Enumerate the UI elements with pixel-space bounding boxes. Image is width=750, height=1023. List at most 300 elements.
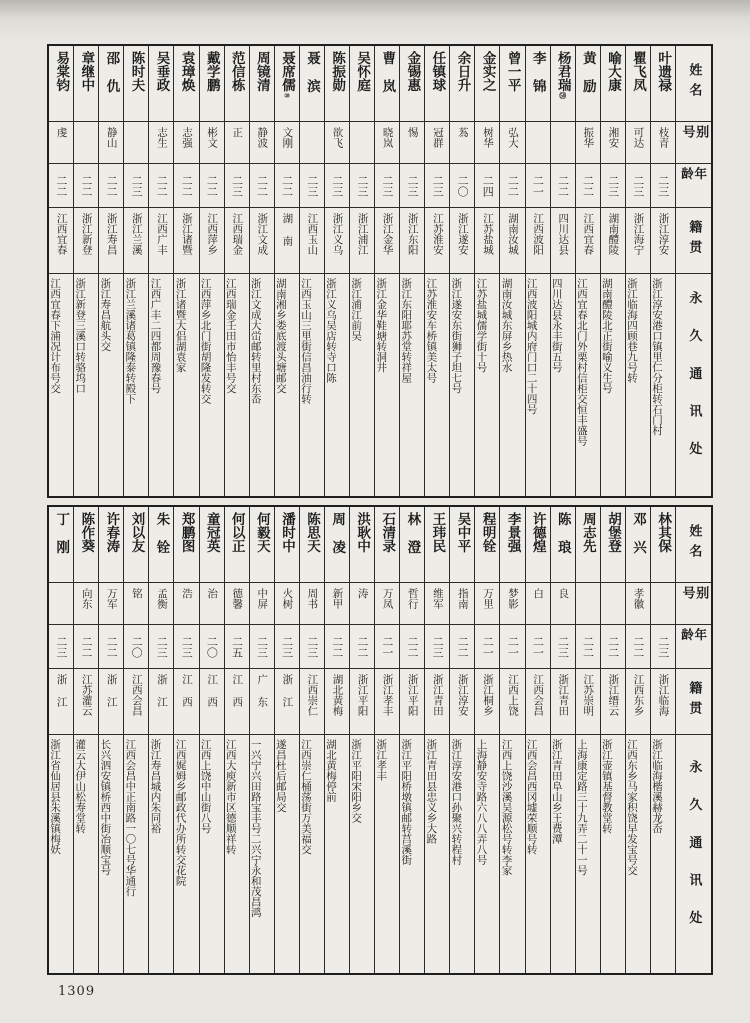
directory-table-top <box>47 44 713 498</box>
native-place-cell: 江西上饶 <box>500 669 524 735</box>
address-cell: 江西娓姆乡邮政代办所转交花院 <box>174 739 187 886</box>
address-cell: 浙江新登三溪口转骆坞口 <box>74 278 87 394</box>
age-cell: 二三 <box>325 164 349 208</box>
entry-column <box>274 46 299 496</box>
alias-cell: 正 <box>225 122 249 164</box>
entry-column <box>173 46 198 496</box>
native-place-cell: 江西广丰 <box>149 208 173 274</box>
age-cell: 二二 <box>149 164 173 208</box>
age-cell: 二二 <box>500 164 524 208</box>
address-cell: 浙江兰溪诸葛镇隆泰转殿下 <box>124 278 137 404</box>
address-cell: 浙江临海四顾巷九号转 <box>625 278 638 383</box>
alias-cell: 惕 <box>400 122 424 164</box>
native-place-cell: 江苏盐城 <box>475 208 499 274</box>
alias-cell: 良 <box>551 583 575 625</box>
address-cell: 江西上饶中山街八号 <box>199 739 212 834</box>
directory-table-bottom <box>47 505 713 975</box>
age-cell: 二〇 <box>200 625 224 669</box>
name-cell: 吴垂政 <box>149 46 173 122</box>
native-place-cell: 浙江青田 <box>425 669 449 735</box>
alias-cell: 万凤 <box>375 583 399 625</box>
address-cell: 浙江临海楷溪赫龙岙 <box>651 739 664 834</box>
address-cell: 江西会昌中正南路一〇七号华通行 <box>124 739 137 897</box>
entry-column <box>600 507 625 973</box>
alias-cell: 志生 <box>149 122 173 164</box>
alias-cell <box>651 583 675 625</box>
age-cell: 二三 <box>425 164 449 208</box>
native-place-cell: 江西宜春 <box>49 208 73 274</box>
age-cell: 二一 <box>500 625 524 669</box>
name-cell: 王玮民 <box>425 507 449 583</box>
entry-column <box>299 46 324 496</box>
age-cell: 二三 <box>400 164 424 208</box>
native-place-cell: 浙江桐乡 <box>475 669 499 735</box>
age-cell: 二三 <box>651 625 675 669</box>
entry-column <box>73 507 98 973</box>
native-place-cell: 江西波阳 <box>526 208 550 274</box>
address-cell: 灌云大伊山松寿堂转 <box>74 739 87 834</box>
native-place-cell: 浙江 <box>149 669 173 735</box>
name-cell: 范信栋 <box>225 46 249 122</box>
entry-column <box>424 46 449 496</box>
native-place-cell: 浙江淳安 <box>450 669 474 735</box>
alias-cell: 涛 <box>350 583 374 625</box>
native-place-cell: 江西 <box>225 669 249 735</box>
header-alias: 别号 <box>676 122 711 164</box>
entry-column <box>449 507 474 973</box>
address-cell: 浙江浦江前吴 <box>350 278 363 341</box>
native-place-cell: 湖南汝城 <box>500 208 524 274</box>
header-age: 年龄 <box>676 164 711 208</box>
native-place-cell: 浙江遂安 <box>450 208 474 274</box>
alias-cell: 白 <box>526 583 550 625</box>
name-cell: 童冠英 <box>200 507 224 583</box>
native-place-cell: 浙江平阳 <box>350 669 374 735</box>
name-cell: 丁刚 <box>49 507 73 583</box>
name-cell: 余日升 <box>450 46 474 122</box>
name-cell: 瞿飞凤 <box>626 46 650 122</box>
native-place-cell: 浙江 <box>99 669 123 735</box>
age-cell: 二一 <box>526 164 550 208</box>
alias-cell: 文刚 <box>275 122 299 164</box>
native-place-cell: 浙江缙云 <box>601 669 625 735</box>
name-cell: 陈思天 <box>300 507 324 583</box>
age-cell: 二五 <box>225 625 249 669</box>
age-cell: 二二 <box>400 625 424 669</box>
address-cell: 湖南汝城东屏乡热水 <box>500 278 513 373</box>
entry-column <box>123 507 148 973</box>
address-cell: 江苏盐城儒学街十号 <box>475 278 488 373</box>
alias-cell: 周书 <box>300 583 324 625</box>
address-cell: 江西会昌西冈墟荣顺号转 <box>525 739 538 855</box>
alias-cell: 晓岚 <box>375 122 399 164</box>
name-cell: 邵仇 <box>99 46 123 122</box>
entry-column <box>148 46 173 496</box>
age-cell: 二二 <box>200 164 224 208</box>
alias-cell: 火树 <box>275 583 299 625</box>
native-place-cell: 湖南醴陵 <box>601 208 625 274</box>
alias-cell: 弘大 <box>500 122 524 164</box>
native-place-cell: 湖南 <box>275 208 299 274</box>
address-cell: 江西玉山三里街信昌油行转 <box>299 278 312 404</box>
address-cell: 上海静安寺路六八八弄八号 <box>475 739 488 865</box>
alias-cell: 孝徽 <box>626 583 650 625</box>
name-cell: 金锡惠 <box>400 46 424 122</box>
alias-cell: 树华 <box>475 122 499 164</box>
entry-column <box>148 507 173 973</box>
address-cell: 一兴宁兴田路宝丰号二兴宁永和茂昌鸿 <box>249 739 262 918</box>
name-cell: 叶遗禄 <box>651 46 675 122</box>
age-cell: 二二 <box>275 164 299 208</box>
alias-cell <box>576 583 600 625</box>
address-cell: 浙江东阳耶苏堂转祥屋 <box>400 278 413 383</box>
age-cell: 二二 <box>626 625 650 669</box>
header-address: 永久通讯处 <box>686 759 702 949</box>
native-place-cell: 浙江孝丰 <box>375 669 399 735</box>
native-place-cell: 浙江临海 <box>651 669 675 735</box>
entry-column <box>575 46 600 496</box>
entry-column <box>474 507 499 973</box>
entry-column <box>49 46 73 496</box>
native-place-cell: 浙江新登 <box>74 208 98 274</box>
native-place-cell: 浙江寿昌 <box>99 208 123 274</box>
header-age: 年龄 <box>676 625 711 669</box>
age-cell: 二三 <box>601 164 625 208</box>
alias-cell: 欲飞 <box>325 122 349 164</box>
name-cell: 袁璋焕 <box>174 46 198 122</box>
entry-column <box>499 507 524 973</box>
alias-cell: 梦影 <box>500 583 524 625</box>
native-place-cell: 浙江浦江 <box>350 208 374 274</box>
name-cell: 曾一平 <box>500 46 524 122</box>
alias-cell: 孟衡 <box>149 583 173 625</box>
name-cell: 许春涛 <box>99 507 123 583</box>
name-cell: 洪耿中 <box>350 507 374 583</box>
age-cell: 二二 <box>250 164 274 208</box>
age-cell: 二三 <box>350 164 374 208</box>
address-cell: 湖南湘乡娄底渡头塘邮交 <box>274 278 287 394</box>
native-place-cell: 四川达县 <box>551 208 575 274</box>
native-place-cell: 江西崇仁 <box>300 669 324 735</box>
address-cell: 上海康定路三十九弄二十一号 <box>575 739 588 876</box>
name-cell: 任镇球 <box>425 46 449 122</box>
alias-cell <box>300 122 324 164</box>
entry-column <box>199 507 224 973</box>
address-cell: 江西宜春下浦况计布号交 <box>49 278 62 394</box>
entry-column <box>474 46 499 496</box>
alias-cell <box>551 122 575 164</box>
native-place-cell: 浙江海宁 <box>626 208 650 274</box>
age-cell: 二三 <box>149 625 173 669</box>
header-name: 姓名 <box>676 46 711 122</box>
entry-column <box>299 507 324 973</box>
name-cell: 杨君瑞㊿ <box>551 46 575 122</box>
address-cell: 湖北黄梅停前 <box>325 739 338 802</box>
age-cell: 二〇 <box>450 164 474 208</box>
native-place-cell: 江苏淮安 <box>425 208 449 274</box>
alias-cell <box>124 122 148 164</box>
age-cell: 二二 <box>174 164 198 208</box>
age-cell: 二二 <box>74 164 98 208</box>
alias-cell: 万里 <box>475 583 499 625</box>
entry-column <box>73 46 98 496</box>
alias-cell: 静山 <box>99 122 123 164</box>
name-cell: 吴怀庭 <box>350 46 374 122</box>
directory-sheet <box>47 44 713 975</box>
entry-column <box>550 507 575 973</box>
alias-cell: 铭 <box>124 583 148 625</box>
age-cell: 二三 <box>651 164 675 208</box>
name-cell: 胡堡登 <box>601 507 625 583</box>
name-cell: 陈振勋 <box>325 46 349 122</box>
address-cell: 长兴泗安镇桥西中街冶顺宝号 <box>99 739 112 876</box>
native-place-cell: 浙江文成 <box>250 208 274 274</box>
age-cell: 二三 <box>49 625 73 669</box>
header-native-place: 籍贯 <box>676 208 711 274</box>
name-cell: 陈作葵 <box>74 507 98 583</box>
address-cell: 浙江平阳桥墩镇邮转莒溪街 <box>400 739 413 865</box>
age-cell: 二三 <box>275 625 299 669</box>
name-cell: 林澄 <box>400 507 424 583</box>
name-cell: 聂滨 <box>300 46 324 122</box>
native-place-cell: 浙江 <box>275 669 299 735</box>
address-cell: 江西东乡马家积饶早发宝号交 <box>625 739 638 876</box>
age-cell: 二二 <box>99 625 123 669</box>
alias-cell: 治 <box>200 583 224 625</box>
address-cell: 浙江青田阜山乡王费潭 <box>550 739 563 844</box>
entry-column <box>525 507 550 973</box>
name-cell: 潘时中 <box>275 507 299 583</box>
native-place-cell: 浙江兰溪 <box>124 208 148 274</box>
alias-cell <box>601 583 625 625</box>
entry-column <box>224 507 249 973</box>
age-cell: 二二 <box>99 164 123 208</box>
address-cell: 浙江淳安港口孙聚兴转程村 <box>450 739 463 865</box>
native-place-cell: 浙江义乌 <box>325 208 349 274</box>
entry-column <box>349 507 374 973</box>
age-cell: 二三 <box>300 625 324 669</box>
name-cell: 聂席儒⑩ <box>275 46 299 122</box>
entry-column <box>274 507 299 973</box>
name-cell: 吴中平 <box>450 507 474 583</box>
alias-cell: 中屏 <box>250 583 274 625</box>
native-place-cell: 江西会昌 <box>526 669 550 735</box>
entry-column <box>499 46 524 496</box>
footnote-mark: ㊿ <box>558 91 567 99</box>
address-cell: 浙江金华鞋塘转洞井 <box>375 278 388 373</box>
alias-cell: 向东 <box>74 583 98 625</box>
native-place-cell: 江西瑞金 <box>225 208 249 274</box>
entry-column <box>49 507 73 973</box>
native-place-cell: 浙江淳安 <box>651 208 675 274</box>
alias-cell: 志强 <box>174 122 198 164</box>
entry-column <box>625 507 650 973</box>
age-cell: 二三 <box>551 625 575 669</box>
alias-cell: 浩 <box>174 583 198 625</box>
alias-cell: 蒍 <box>450 122 474 164</box>
entry-column <box>399 46 424 496</box>
name-cell: 曹岚 <box>375 46 399 122</box>
alias-cell <box>74 122 98 164</box>
entry-column <box>374 46 399 496</box>
address-cell: 浙江寿昌航头交 <box>99 278 112 352</box>
alias-cell: 静波 <box>250 122 274 164</box>
entry-column <box>324 46 349 496</box>
age-cell: 二三 <box>124 164 148 208</box>
entry-column <box>349 46 374 496</box>
native-place-cell: 江西宜春 <box>576 208 600 274</box>
address-cell: 江西上饶沙溪吴源松号转李家 <box>500 739 513 876</box>
entry-column <box>625 46 650 496</box>
entry-column <box>650 46 675 496</box>
native-place-cell: 浙江诸暨 <box>174 208 198 274</box>
age-cell: 二三 <box>250 625 274 669</box>
entry-column <box>550 46 575 496</box>
alias-cell: 指南 <box>450 583 474 625</box>
address-cell: 浙江壶镇基督教堂转 <box>600 739 613 834</box>
address-cell: 浙江孝丰 <box>375 739 388 781</box>
entry-column <box>650 507 675 973</box>
address-cell: 浙江省仙居县朱溪镇梅妖 <box>49 739 62 855</box>
age-cell: 二二 <box>576 164 600 208</box>
header-native-place: 籍贯 <box>676 669 711 735</box>
alias-cell: 枝青 <box>651 122 675 164</box>
age-cell: 二〇 <box>124 625 148 669</box>
entry-column <box>98 507 123 973</box>
name-cell: 章继中 <box>74 46 98 122</box>
name-cell: 黄励 <box>576 46 600 122</box>
entry-column <box>173 507 198 973</box>
name-cell: 易棠钧 <box>49 46 73 122</box>
age-cell: 二二 <box>551 164 575 208</box>
age-cell: 二二 <box>350 625 374 669</box>
native-place-cell: 广东 <box>250 669 274 735</box>
entry-column <box>199 46 224 496</box>
address-cell: 江西波阳城内府门口二十四号 <box>525 278 538 415</box>
entry-column <box>224 46 249 496</box>
entry-column <box>424 507 449 973</box>
native-place-cell: 江苏崇明 <box>576 669 600 735</box>
name-cell: 朱铨 <box>149 507 173 583</box>
native-place-cell: 浙江平阳 <box>400 669 424 735</box>
age-cell: 二四 <box>475 164 499 208</box>
age-cell: 二一 <box>375 625 399 669</box>
age-cell: 二三 <box>174 625 198 669</box>
age-cell: 二二 <box>74 625 98 669</box>
name-cell: 戴学鹏 <box>200 46 224 122</box>
address-cell: 四川达县永丰街五号 <box>550 278 563 373</box>
age-cell: 二三 <box>375 164 399 208</box>
name-cell: 李景强 <box>500 507 524 583</box>
name-cell: 石清录 <box>375 507 399 583</box>
name-cell: 李锦 <box>526 46 550 122</box>
entry-column <box>249 507 274 973</box>
address-cell: 江西瑞金壬田市怡丰号交 <box>224 278 237 394</box>
name-cell: 郑鹏图 <box>174 507 198 583</box>
entry-column <box>399 507 424 973</box>
alias-cell: 哲行 <box>400 583 424 625</box>
address-cell: 江西大庾新市区德顺祥转 <box>224 739 237 855</box>
footnote-mark: ⑩ <box>282 91 291 100</box>
address-cell: 江西萍乡北门街胡隆发转交 <box>199 278 212 404</box>
address-cell: 江西广丰二四都周豫春号 <box>149 278 162 394</box>
name-cell: 刘以友 <box>124 507 148 583</box>
alias-cell: 万军 <box>99 583 123 625</box>
entry-column <box>324 507 349 973</box>
native-place-cell: 江苏灌云 <box>74 669 98 735</box>
name-cell: 何以正 <box>225 507 249 583</box>
name-cell: 林其保 <box>651 507 675 583</box>
alias-cell: 新甲 <box>325 583 349 625</box>
native-place-cell: 浙江 <box>49 669 73 735</box>
name-cell: 何毅天 <box>250 507 274 583</box>
address-cell: 浙江义乌吴店转寺口陈 <box>325 278 338 383</box>
age-cell: 二二 <box>576 625 600 669</box>
name-cell: 金实之 <box>475 46 499 122</box>
address-cell: 遂昌杜后邮局交 <box>274 739 287 813</box>
native-place-cell: 浙江东阳 <box>400 208 424 274</box>
native-place-cell: 江西会昌 <box>124 669 148 735</box>
address-cell: 江西崇仁桶荡街万美福交 <box>299 739 312 855</box>
native-place-cell: 浙江青田 <box>551 669 575 735</box>
entry-column <box>249 46 274 496</box>
name-cell: 喻大康 <box>601 46 625 122</box>
native-place-cell: 湖北黄梅 <box>325 669 349 735</box>
age-cell: 二一 <box>526 625 550 669</box>
address-cell: 湖南醴陵北正街喻义生号 <box>600 278 613 394</box>
entry-column <box>123 46 148 496</box>
entry-column <box>575 507 600 973</box>
header-address: 永久通讯处 <box>686 290 702 480</box>
age-cell: 二二 <box>325 625 349 669</box>
entry-column <box>525 46 550 496</box>
address-cell: 浙江青田县忠义乡大路 <box>425 739 438 844</box>
address-cell: 浙江遂安东街狮子坦七号 <box>450 278 463 394</box>
alias-cell: 彬文 <box>200 122 224 164</box>
alias-cell: 振华 <box>576 122 600 164</box>
native-place-cell: 江西萍乡 <box>200 208 224 274</box>
entry-column <box>374 507 399 973</box>
address-cell: 浙江文成大峃邮转里村东岙 <box>249 278 262 404</box>
alias-cell: 湘安 <box>601 122 625 164</box>
name-cell: 周镜清 <box>250 46 274 122</box>
header-name: 姓名 <box>676 507 711 583</box>
address-cell: 江西宜春北门外栗村信柜交恒丰盛号 <box>575 278 588 446</box>
header-column <box>675 46 711 496</box>
name-cell: 邓兴 <box>626 507 650 583</box>
address-cell: 浙江诸暨大侣湖袁家 <box>174 278 187 373</box>
alias-cell: 德馨 <box>225 583 249 625</box>
alias-cell: 可达 <box>626 122 650 164</box>
page-number: 1309 <box>58 984 96 999</box>
name-cell: 陈时夫 <box>124 46 148 122</box>
header-alias: 别号 <box>676 583 711 625</box>
native-place-cell: 江西 <box>174 669 198 735</box>
native-place-cell: 江西玉山 <box>300 208 324 274</box>
name-cell: 程明铨 <box>475 507 499 583</box>
alias-cell: 维军 <box>425 583 449 625</box>
address-cell: 浙江淳安港口镇里仁分柜转石门村 <box>651 278 664 436</box>
alias-cell <box>49 583 73 625</box>
native-place-cell: 江西 <box>200 669 224 735</box>
age-cell: 二二 <box>601 625 625 669</box>
native-place-cell: 江西东乡 <box>626 669 650 735</box>
age-cell: 二二 <box>450 625 474 669</box>
name-cell: 陈琅 <box>551 507 575 583</box>
native-place-cell: 浙江金华 <box>375 208 399 274</box>
age-cell: 二三 <box>300 164 324 208</box>
name-cell: 周凌 <box>325 507 349 583</box>
